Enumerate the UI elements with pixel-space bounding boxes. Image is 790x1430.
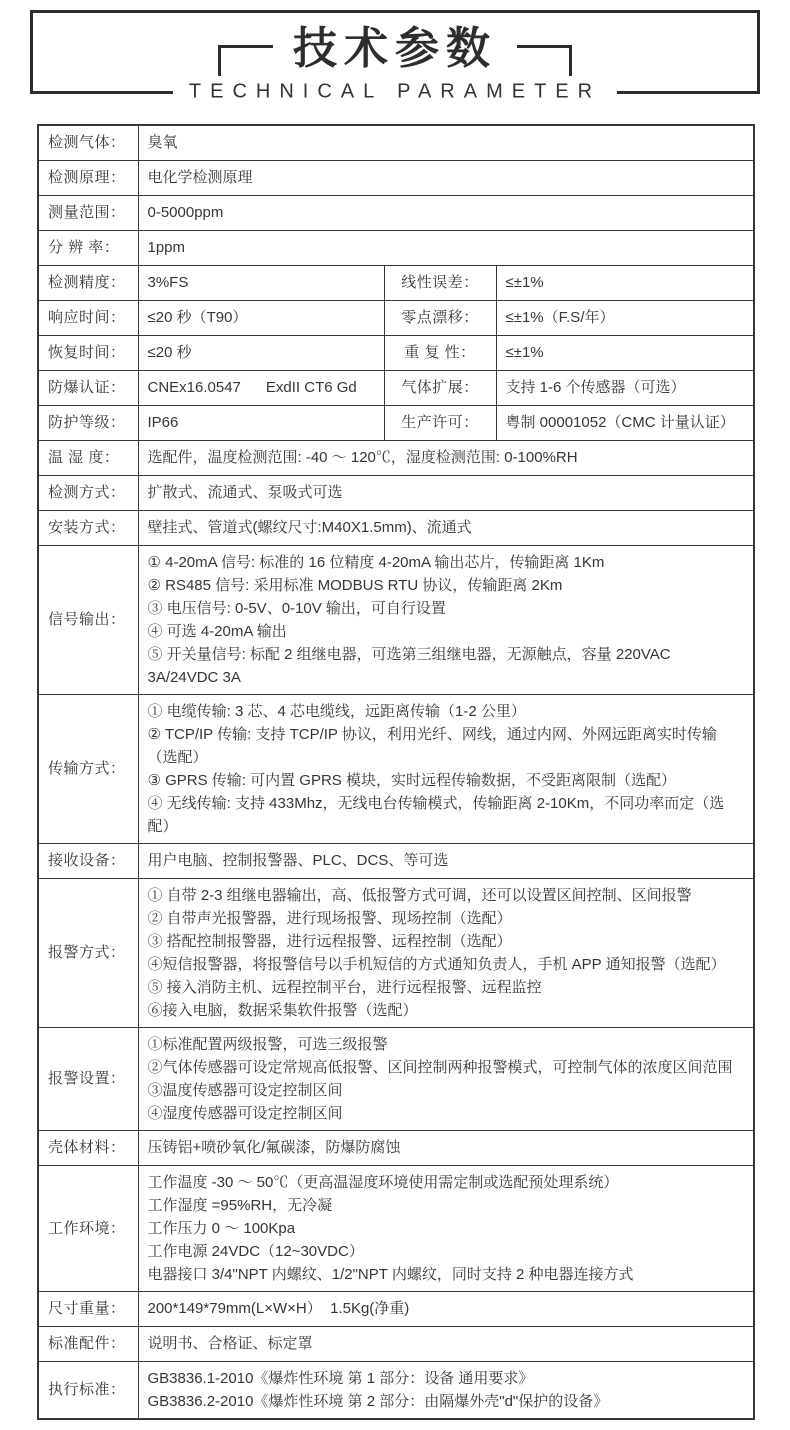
explosion-cert-label: 防爆认证： (38, 371, 138, 406)
table-row-signal-output (38, 546, 754, 695)
table-row-detect-mode (38, 476, 754, 511)
alarm-mode-value-line: ④短信报警器，将报警信号以手机短信的方式通知负责人，手机 APP 通知报警（选配） (147, 956, 726, 973)
transmission-mode-value-line: ③ GPRS 传输: 可内置 GPRS 模块，实时远程传输数据，不受距离限制（选配） (147, 772, 676, 789)
alarm-mode-value-line: ① 自带 2-3 组继电器输出，高、低报警方式可调，还可以设置区间控制、区间报警 (147, 887, 692, 904)
response-time-value: ≤20 秒（T90） (138, 301, 384, 336)
parameter-table-body (38, 125, 754, 1419)
alarm-mode-value-line: ⑤ 接入消防主机、远程控制平台，进行远程报警、远程监控 (147, 979, 542, 996)
resolution-value: 1ppm (138, 231, 754, 266)
response-time-label-2: 零点漂移： (384, 301, 496, 336)
std-accessories-value: 说明书、合格证、标定罩 (138, 1327, 754, 1362)
table-row-exec-standard (38, 1362, 754, 1420)
alarm-setting-value-line: ③温度传感器可设定控制区间 (147, 1082, 343, 1099)
recovery-time-label-2: 重 复 性： (384, 336, 496, 371)
table-row-resolution (38, 231, 754, 266)
detect-mode-label: 检测方式： (38, 476, 138, 511)
table-row-response-time (38, 301, 754, 336)
work-environment-value-line: 工作电源 24VDC（12~30VDC） (147, 1243, 364, 1260)
page-subtitle: TECHNICAL PARAMETER (173, 81, 617, 104)
table-row-accuracy (38, 266, 754, 301)
spec-sheet-page (0, 10, 790, 1420)
transmission-mode-value-line: ② TCP/IP 传输: 支持 TCP/IP 协议，利用光纤、网线，通过内网、外网远距离实时传输（选配） (147, 726, 717, 766)
alarm-setting-value (138, 1028, 754, 1131)
alarm-mode-label: 报警方式： (38, 879, 138, 1028)
title-bracket-left-icon (218, 45, 273, 76)
recovery-time-label: 恢复时间： (38, 336, 138, 371)
signal-output-value-line: ⑤ 开关量信号: 标配 2 组继电器，可选第三组继电器，无源触点，容量 220VAC 3A/24VDC 3A (147, 646, 675, 686)
spec-table-wrapper (37, 124, 753, 1420)
transmission-mode-value-line: ④ 无线传输: 支持 433Mhz，无线电台传输模式，传输距离 2-10Km，不同功率而定（选配） (147, 795, 725, 835)
table-row-std-accessories (38, 1327, 754, 1362)
accuracy-value: 3%FS (138, 266, 384, 301)
exec-standard-label: 执行标准： (38, 1362, 138, 1420)
table-row-transmission-mode (38, 695, 754, 844)
table-row-explosion-cert (38, 371, 754, 406)
protection-class-label-2: 生产许可： (384, 406, 496, 441)
exec-standard-value-line: GB3836.1-2010《爆炸性环境 第 1 部分：设备 通用要求》 (147, 1370, 534, 1387)
shell-material-label: 壳体材料： (38, 1131, 138, 1166)
shell-material-value: 压铸铝+喷砂氧化/氟碳漆，防爆防腐蚀 (138, 1131, 754, 1166)
table-row-size-weight (38, 1292, 754, 1327)
table-row-detect-principle (38, 161, 754, 196)
resolution-label: 分 辨 率： (38, 231, 138, 266)
recovery-time-value: ≤20 秒 (138, 336, 384, 371)
signal-output-label: 信号输出： (38, 546, 138, 695)
signal-output-value-line: ① 4-20mA 信号: 标准的 16 位精度 4-20mA 输出芯片，传输距离 1Km (147, 554, 605, 571)
title-row (33, 13, 757, 76)
detect-gas-label: 检测气体： (38, 125, 138, 161)
accuracy-label: 检测精度： (38, 266, 138, 301)
protection-class-label: 防护等级： (38, 406, 138, 441)
transmission-mode-value-line: ① 电缆传输: 3 芯、4 芯电缆线，远距离传输（1-2 公里） (147, 703, 526, 720)
table-row-alarm-setting (38, 1028, 754, 1131)
table-row-shell-material (38, 1131, 754, 1166)
table-row-alarm-mode (38, 879, 754, 1028)
work-environment-value-line: 工作湿度 =95%RH，无冷凝 (147, 1197, 333, 1214)
signal-output-value-line: ② RS485 信号: 采用标准 MODBUS RTU 协议，传输距离 2Km (147, 577, 563, 594)
table-row-recovery-time (38, 336, 754, 371)
alarm-mode-value (138, 879, 754, 1028)
signal-output-value (138, 546, 754, 695)
alarm-mode-value-line: ③ 搭配控制报警器，进行远程报警、远程控制（选配） (147, 933, 512, 950)
technical-parameter-table (37, 124, 755, 1420)
exec-standard-value-line: GB3836.2-2010《爆炸性环境 第 2 部分：由隔爆外壳"d"保护的设备》 (147, 1393, 609, 1410)
detect-principle-value: 电化学检测原理 (138, 161, 754, 196)
work-environment-value (138, 1166, 754, 1292)
transmission-mode-value (138, 695, 754, 844)
table-row-work-environment (38, 1166, 754, 1292)
work-environment-value-line: 工作压力 0 ～ 100Kpa (147, 1220, 296, 1237)
install-mode-label: 安装方式： (38, 511, 138, 546)
table-row-receiving-device (38, 844, 754, 879)
signal-output-value-line: ③ 电压信号: 0-5V、0-10V 输出，可自行设置 (147, 600, 446, 617)
alarm-mode-value-line: ② 自带声光报警器，进行现场报警、现场控制（选配） (147, 910, 512, 927)
table-row-detect-gas (38, 125, 754, 161)
protection-class-value-2: 粤制 00001052（CMC 计量认证） (496, 406, 754, 441)
work-environment-label: 工作环境： (38, 1166, 138, 1292)
explosion-cert-value: CNEx16.0547 ExdII CT6 Gd (138, 371, 384, 406)
table-row-temp-humidity (38, 441, 754, 476)
size-weight-value: 200*149*79mm(L×W×H） 1.5Kg(净重) (138, 1292, 754, 1327)
explosion-cert-value-2: 支持 1-6 个传感器（可选） (496, 371, 754, 406)
alarm-setting-label: 报警设置： (38, 1028, 138, 1131)
detect-mode-value: 扩散式、流通式、泵吸式可选 (138, 476, 754, 511)
detect-principle-label: 检测原理： (38, 161, 138, 196)
response-time-label: 响应时间： (38, 301, 138, 336)
std-accessories-label: 标准配件： (38, 1327, 138, 1362)
alarm-setting-value-line: ②气体传感器可设定常规高低报警、区间控制两种报警模式，可控制气体的浓度区间范围 (147, 1059, 733, 1076)
size-weight-label: 尺寸重量： (38, 1292, 138, 1327)
receiving-device-value: 用户电脑、控制报警器、PLC、DCS、等可选 (138, 844, 754, 879)
alarm-setting-value-line: ④湿度传感器可设定控制区间 (147, 1105, 343, 1122)
signal-output-value-line: ④ 可选 4-20mA 输出 (147, 623, 287, 640)
transmission-mode-label: 传输方式： (38, 695, 138, 844)
recovery-time-value-2: ≤±1% (496, 336, 754, 371)
title-box (30, 10, 760, 103)
exec-standard-value (138, 1362, 754, 1420)
receiving-device-label: 接收设备： (38, 844, 138, 879)
page-title: 技术参数 (293, 24, 497, 73)
alarm-setting-value-line: ①标准配置两级报警，可选三级报警 (147, 1036, 388, 1053)
accuracy-label-2: 线性误差： (384, 266, 496, 301)
install-mode-value: 壁挂式、管道式(螺纹尺寸:M40X1.5mm)、流通式 (138, 511, 754, 546)
alarm-mode-value-line: ⑥接入电脑，数据采集软件报警（选配） (147, 1002, 418, 1019)
response-time-value-2: ≤±1%（F.S/年） (496, 301, 754, 336)
detect-gas-value: 臭氧 (138, 125, 754, 161)
table-row-measure-range (38, 196, 754, 231)
work-environment-value-line: 电器接口 3/4"NPT 内螺纹、1/2"NPT 内螺纹，同时支持 2 种电器连接方式 (147, 1266, 634, 1283)
table-row-protection-class (38, 406, 754, 441)
title-bracket-right-icon (517, 45, 572, 76)
measure-range-value: 0-5000ppm (138, 196, 754, 231)
temp-humidity-label: 温 湿 度： (38, 441, 138, 476)
measure-range-label: 测量范围： (38, 196, 138, 231)
accuracy-value-2: ≤±1% (496, 266, 754, 301)
temp-humidity-value: 选配件，温度检测范围: -40 ～ 120℃，湿度检测范围: 0-100%RH (138, 441, 754, 476)
work-environment-value-line: 工作温度 -30 ～ 50℃（更高温湿度环境使用需定制或选配预处理系统） (147, 1174, 619, 1191)
explosion-cert-label-2: 气体扩展： (384, 371, 496, 406)
protection-class-value: IP66 (138, 406, 384, 441)
table-row-install-mode (38, 511, 754, 546)
